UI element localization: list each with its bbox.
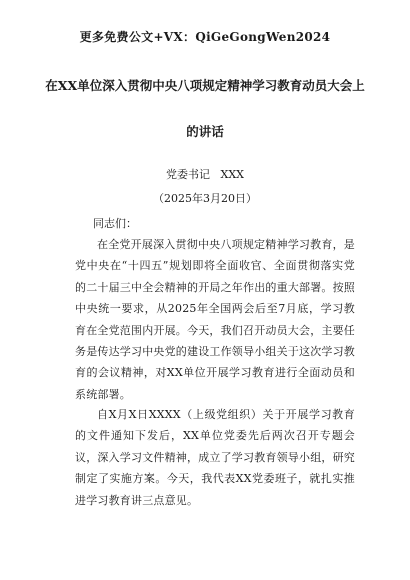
salutation: 同志们：	[93, 217, 137, 230]
document-title-continued: 的讲话	[186, 124, 224, 139]
body-paragraph: 在全党开展深入贯彻中央八项规定精神学习教育，是党中央在“十四五”规划即将全面收官、全面贯彻落实党的二十届三中全会精神的开局之年作出的重大部署。按照中央统一要求，从2025年全国两会后至7月底，学习教育在全党范围内开展。今天，我们召开动员大会，主要任务是传达学习中央党的建设工作领导小组关于这次学习教育的会议精神，对XX单位开展学习教育进行全面动员和系统部署。	[75, 238, 355, 401]
speech-date: （2025年3月20日）	[153, 192, 257, 205]
document-title: 在XX单位深入贯彻中央八项规定精神学习教育动员大会上	[45, 78, 365, 93]
body-paragraph: 自X月X日XXXX（上级党组织）关于开展学习教育的文件通知下发后，XX单位党委先后两次召开专题会议，深入学习文件精神，成立了学习教育领导小组，研究制定了实施方案。今天，我代表XX党委班子，就扎实推进学习教育讲三点意见。	[75, 408, 355, 507]
watermark-header: 更多免费公文+VX：QiGeGongWen2024	[79, 30, 331, 44]
speaker-line: 党委书记 XXX	[166, 168, 244, 181]
